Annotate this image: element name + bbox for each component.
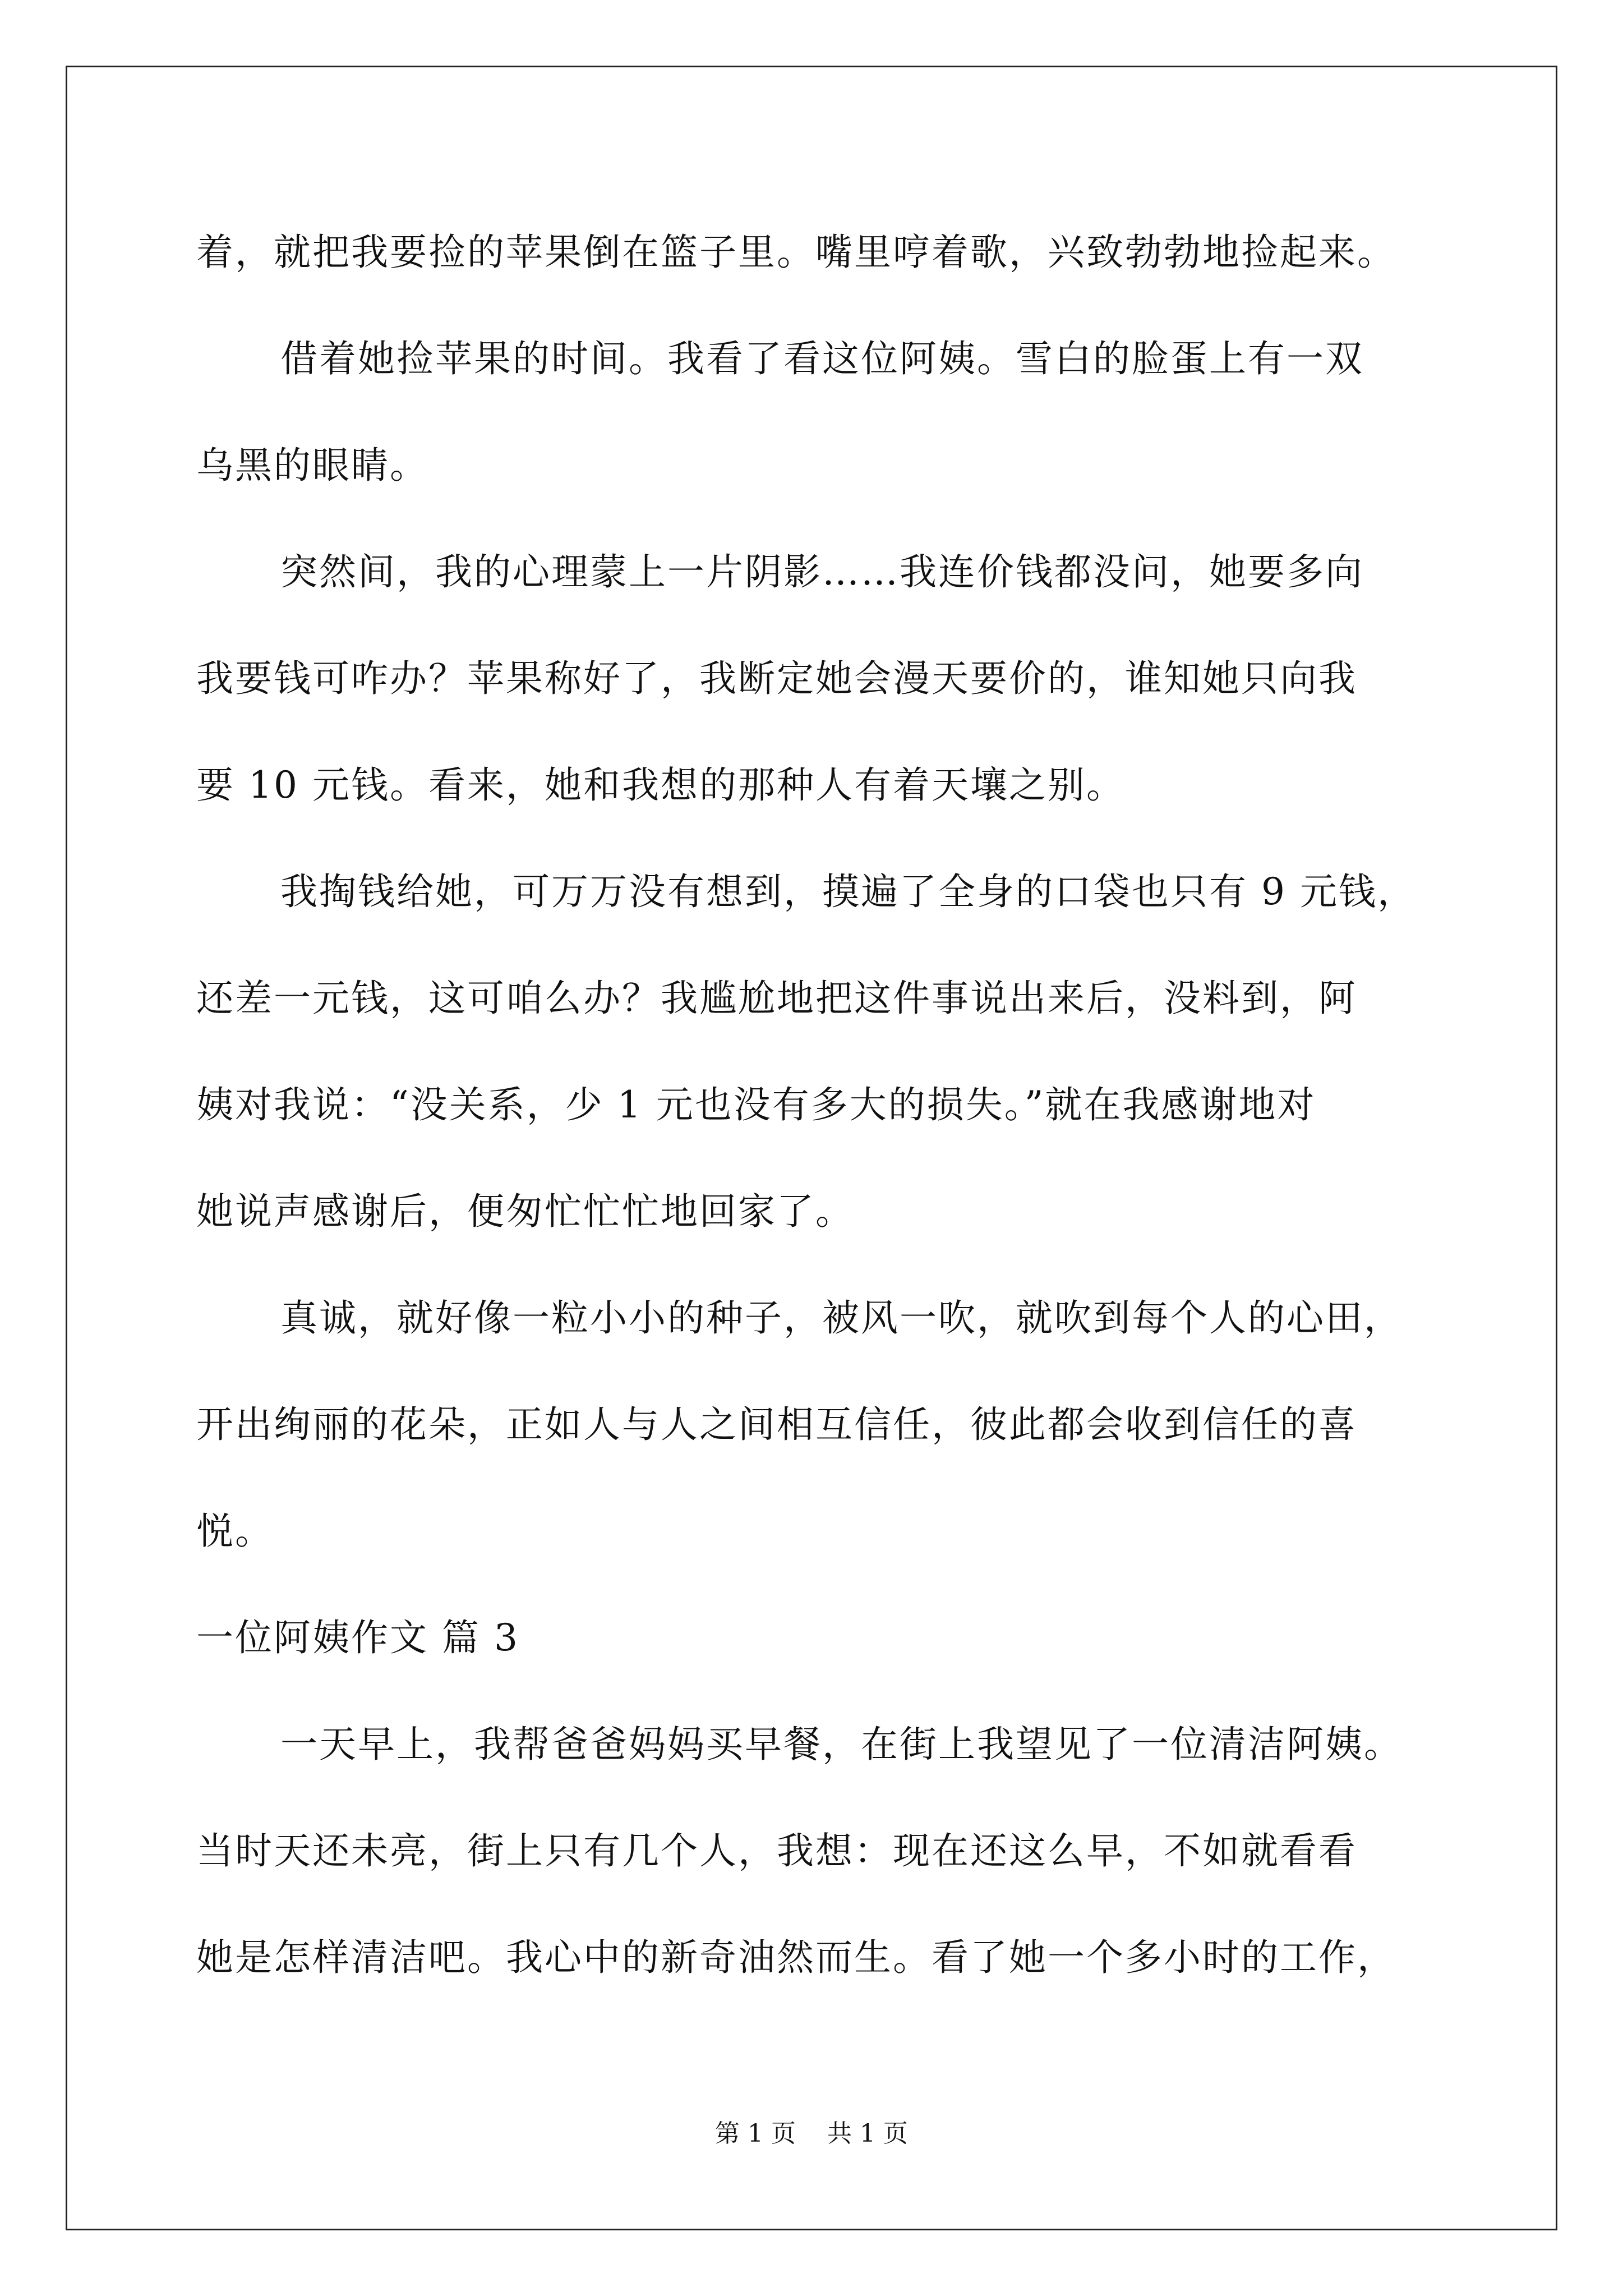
paragraph-line: 我掏钱给她，可万万没有想到，摸遍了全身的口袋也只有 9 元钱， <box>280 870 1416 913</box>
paragraph-line: 我要钱可咋办？苹果称好了，我断定她会漫天要价的，谁知她只向我 <box>196 657 1357 700</box>
paragraph-line: 要 10 元钱。看来，她和我想的那种人有着天壤之别。 <box>196 763 1125 807</box>
section-heading: 一位阿姨作文 篇 3 <box>196 1616 519 1659</box>
paragraph-line: 开出绚丽的花朵，正如人与人之间相互信任，彼此都会收到信任的喜 <box>196 1403 1357 1446</box>
paragraph-line: 一天早上，我帮爸爸妈妈买早餐，在街上我望见了一位清洁阿姨。 <box>280 1723 1403 1766</box>
paragraph-line: 她说声感谢后，便匆忙忙忙地回家了。 <box>196 1190 854 1233</box>
paragraph-line: 乌黑的眼睛。 <box>196 444 428 487</box>
paragraph-line: 突然间，我的心理蒙上一片阴影……我连价钱都没问，她要多向 <box>280 550 1364 593</box>
paragraph-line: 当时天还未亮，街上只有几个人，我想：现在还这么早，不如就看看 <box>196 1829 1357 1872</box>
paragraph-line: 悦。 <box>196 1510 274 1553</box>
paragraph-line: 还差一元钱，这可咱么办？我尴尬地把这件事说出来后，没料到，阿 <box>196 977 1357 1020</box>
paragraph-line: 真诚，就好像一粒小小的种子，被风一吹，就吹到每个人的心田， <box>280 1296 1403 1340</box>
paragraph-line: 她是怎样清洁吧。我心中的新奇油然而生。看了她一个多小时的工作， <box>196 1936 1396 1979</box>
paragraph-line: 姨对我说：“没关系，少 1 元也没有多大的损失。”就在我感谢地对 <box>196 1083 1316 1126</box>
page-number: 第 1 页 共 1 页 <box>715 2119 908 2148</box>
paragraph-line: 着，就把我要捡的苹果倒在篮子里。嘴里哼着歌，兴致勃勃地捡起来。 <box>196 231 1396 274</box>
paragraph-line: 借着她捡苹果的时间。我看了看这位阿姨。雪白的脸蛋上有一双 <box>280 337 1364 380</box>
document-body <box>196 199 1430 2011</box>
